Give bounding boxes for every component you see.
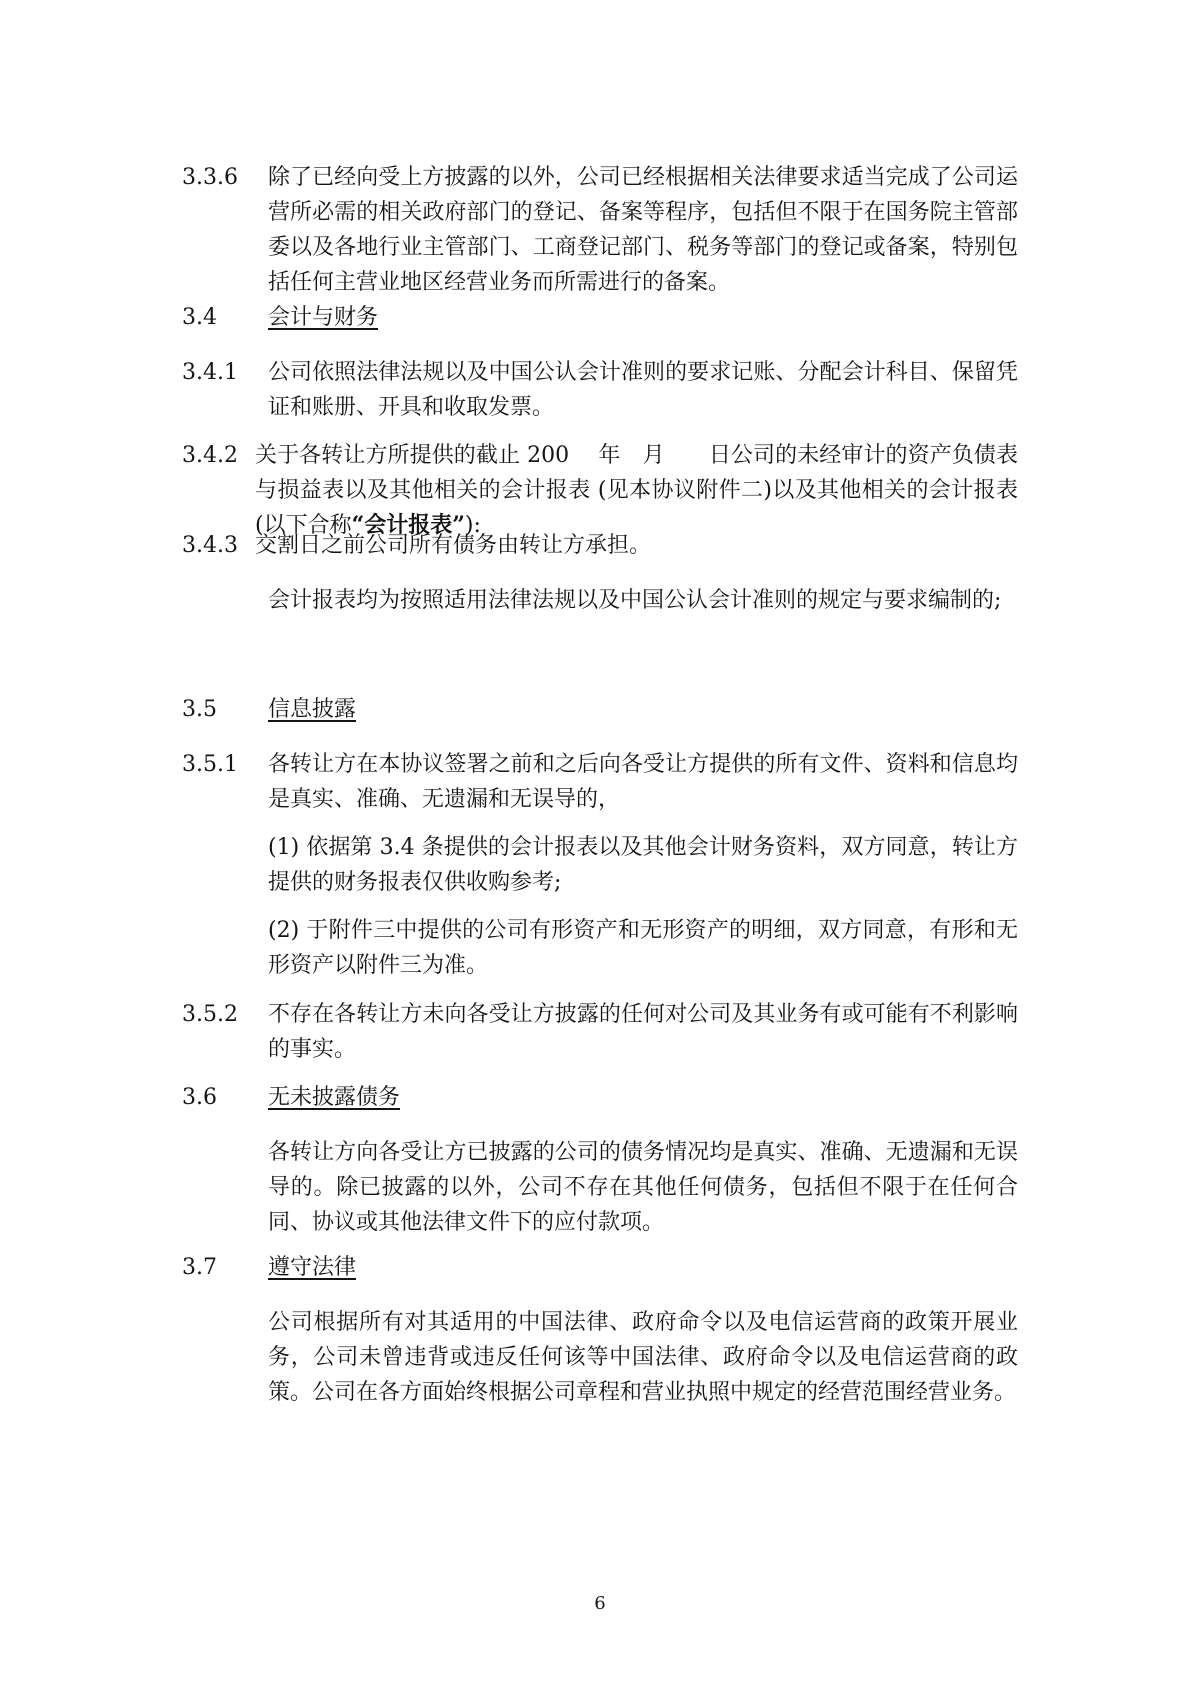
defined-term: “会计报表” xyxy=(351,512,465,538)
list-item-2: (2) 于附件三中提供的公司有形资产和无形资产的明细，双方同意，有形和无形资产以附件三为准。 xyxy=(268,918,1018,978)
section-title: 遵守法律 xyxy=(268,1255,357,1280)
clause-text-before: 关于各转让方所提供的截止 200 年 月 日公司的未经审计的资产负债表与损益表以及其他相关的会计报表 (见本协议附件二)以及其他相关的会计报表 (以下合称 xyxy=(255,443,1018,538)
clause-text: 公司依照法律法规以及中国公认会计准则的要求记账、分配会计科目、保留凭证和账册、开具和收取发票。 xyxy=(268,360,1018,420)
clause-number: 3.4.1 xyxy=(182,360,238,385)
section-number: 3.4 xyxy=(182,305,217,330)
paragraph-compliance: 公司根据所有对其适用的中国法律、政府命令以及电信运营商的政策开展业务，公司未曾违背或违反任何该等中国法律、政府命令以及电信运营商的政策。公司在各方面始终根据公司章程和营业执照中规定的经营范围经营业务。 xyxy=(268,1310,1018,1405)
clause-number: 3.5.1 xyxy=(182,752,238,777)
paragraph-accounting-reports: 会计报表均为按照适用法律法规以及中国公认会计准则的规定与要求编制的; xyxy=(268,588,1002,613)
section-title: 信息披露 xyxy=(268,697,357,722)
clause-text-after: ): xyxy=(464,513,481,538)
clause-number: 3.4.2 xyxy=(182,443,238,468)
clause-number: 3.3.6 xyxy=(182,165,238,190)
section-title: 无未披露债务 xyxy=(268,1085,401,1110)
clause-text: 除了已经向受上方披露的以外，公司已经根据相关法律要求适当完成了公司运营所必需的相关政府部门的登记、备案等程序，包括但不限于在国务院主管部委以及各地行业主管部门、工商登记部门、税务等部门的登记或备案，特别包括任何主营业地区经营业务而所需进行的备案。 xyxy=(268,165,1018,295)
section-title: 会计与财务 xyxy=(268,305,379,330)
clause-text: 交割日之前公司所有债务由转让方承担。 xyxy=(255,533,652,558)
clause-number: 3.5.2 xyxy=(182,1002,238,1027)
section-number: 3.7 xyxy=(182,1255,217,1280)
section-number: 3.5 xyxy=(182,697,217,722)
section-number: 3.6 xyxy=(182,1085,217,1110)
paragraph-debts: 各转让方向各受让方已披露的公司的债务情况均是真实、准确、无遗漏和无误导的。除已披露的以外，公司不存在其他任何债务，包括但不限于在任何合同、协议或其他法律文件下的应付款项。 xyxy=(268,1140,1018,1235)
list-item-1: (1) 依据第 3.4 条提供的会计报表以及其他会计财务资料，双方同意，转让方提供的财务报表仅供收购参考; xyxy=(268,835,1018,895)
clause-text: 不存在各转让方未向各受让方披露的任何对公司及其业务有或可能有不利影响的事实。 xyxy=(268,1002,1018,1062)
clause-number: 3.4.3 xyxy=(182,533,238,558)
clause-text: 各转让方在本协议签署之前和之后向各受让方提供的所有文件、资料和信息均是真实、准确、无遗漏和无误导的， xyxy=(268,752,1018,812)
page-number: 6 xyxy=(594,1593,606,1614)
